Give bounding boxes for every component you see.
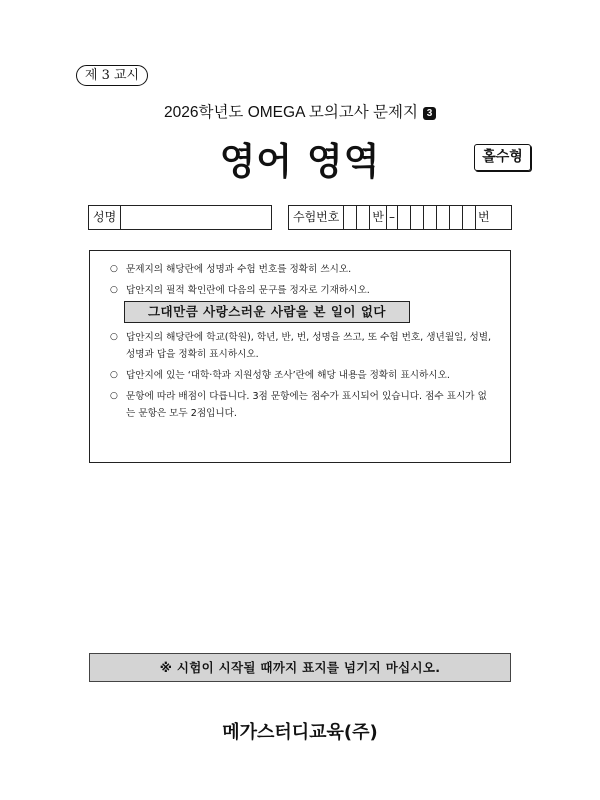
- name-field[interactable]: [88, 205, 272, 230]
- exam-number-cell[interactable]: [398, 206, 411, 229]
- instruction-text: 문항에 따라 배점이 다릅니다. 3점 문항에는 점수가 표시되어 있습니다. 점수 표시가 없는 문항은 모두 2점입니다.: [126, 391, 487, 419]
- exam-number-cell[interactable]: [437, 206, 450, 229]
- exam-number-cell[interactable]: [463, 206, 476, 229]
- exam-number-cell[interactable]: [344, 206, 357, 229]
- bullet-icon: ○: [110, 391, 118, 401]
- instruction-item: [110, 261, 496, 278]
- booklet-number-badge: 3: [423, 107, 436, 120]
- warning-notice: ※ 시험이 시작될 때까지 표지를 넘기지 마십시오.: [89, 653, 511, 682]
- instruction-text: 답안지의 필적 확인란에 다음의 문구를 정자로 기재하시오.: [126, 285, 370, 296]
- name-label: 성명: [89, 206, 121, 229]
- instruction-item: [110, 282, 496, 299]
- subject-title: 영어 영역: [219, 140, 381, 183]
- exam-number-dash: –: [387, 206, 398, 229]
- bullet-icon: ○: [110, 370, 118, 380]
- bullet-icon: ○: [110, 285, 118, 295]
- exam-number-cell[interactable]: [357, 206, 370, 229]
- exam-number-cell[interactable]: [450, 206, 463, 229]
- bullet-icon: ○: [110, 264, 118, 274]
- instruction-text: 답안지에 있는 ‘대학·학과 지원성향 조사’란에 해당 내용을 정확히 표시하시오.: [126, 370, 450, 381]
- instruction-text: 답안지의 해당란에 학교(학원), 학년, 반, 번, 성명을 쓰고, 또 수험 번호, 생년월일, 성별, 성명과 답을 정확히 표시하시오.: [126, 332, 492, 360]
- instruction-item: [110, 329, 496, 363]
- instructions-box: [89, 250, 511, 463]
- exam-title-row: [0, 100, 600, 122]
- exam-number-cell[interactable]: [411, 206, 424, 229]
- question-type-badge: 홀수형: [474, 144, 531, 171]
- class-label: 반: [370, 206, 387, 229]
- instruction-item: [110, 388, 496, 422]
- handwriting-phrase: 그대만큼 사랑스러운 사람을 본 일이 없다: [124, 301, 410, 323]
- exam-number-cell[interactable]: [424, 206, 437, 229]
- exam-number-label: 수험번호: [289, 206, 344, 229]
- number-label: 번: [477, 210, 490, 224]
- instruction-text: 문제지의 해당란에 성명과 수험 번호를 정확히 쓰시오.: [126, 264, 352, 275]
- period-badge: 제 3 교시: [76, 65, 148, 86]
- name-input-area[interactable]: [121, 206, 271, 229]
- publisher-name: 메가스터디교육(주): [222, 722, 378, 743]
- instruction-item: [110, 367, 496, 384]
- exam-number-field[interactable]: [288, 205, 512, 230]
- exam-title: 2026학년도 OMEGA 모의고사 문제지: [164, 104, 418, 121]
- bullet-icon: ○: [110, 332, 118, 342]
